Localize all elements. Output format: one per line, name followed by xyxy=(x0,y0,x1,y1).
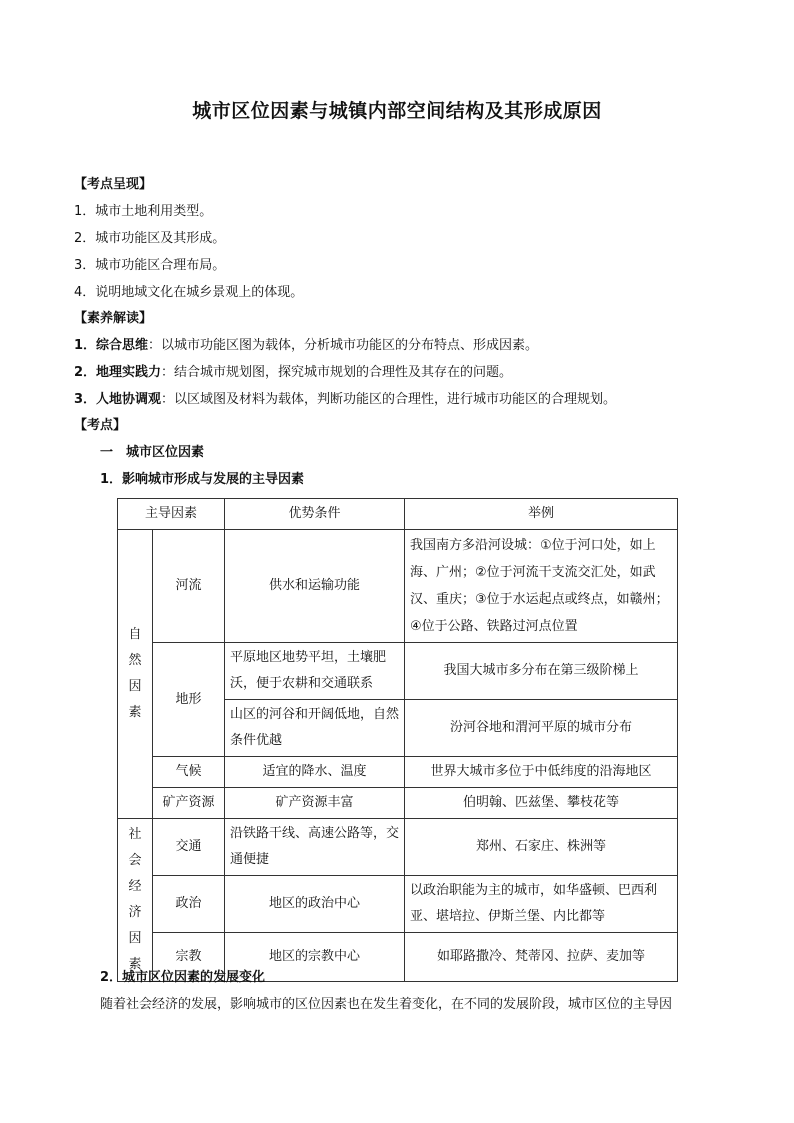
item-text: ：结合城市规划图，探究城市规划的合理性及其存在的问题。 xyxy=(161,365,513,380)
list-item: 4．说明地域文化在城乡景观上的体现。 xyxy=(74,285,304,300)
advantage-cell: 适宜的降水、温度 xyxy=(225,757,405,788)
advantage-cell: 供水和运输功能 xyxy=(225,530,405,643)
item-label: 1．综合思维 xyxy=(74,338,149,353)
advantage-cell: 地区的政治中心 xyxy=(225,876,405,933)
table-row xyxy=(118,643,678,700)
table-row xyxy=(118,757,678,788)
list-item xyxy=(74,337,538,355)
header-cell: 主导因素 xyxy=(118,499,225,530)
list-item xyxy=(74,391,616,409)
advantage-cell: 平原地区地势平坦，土壤肥沃，便于农耕和交通联系 xyxy=(225,643,405,700)
table-row xyxy=(118,788,678,819)
example-cell: 世界大城市多位于中低纬度的沿海地区 xyxy=(405,757,678,788)
table-row xyxy=(118,819,678,876)
factor-cell: 气候 xyxy=(153,757,225,788)
list-item xyxy=(74,364,512,382)
advantage-cell: 矿产资源丰富 xyxy=(225,788,405,819)
item-label: 2．地理实践力 xyxy=(74,365,162,380)
group-social-cell: 社 会 经 济 因 素 xyxy=(118,819,153,982)
list-item: 2．城市功能区及其形成。 xyxy=(74,231,226,246)
heading-kaodian: 【考点】 xyxy=(74,418,127,433)
section-heading: 一 城市区位因素 xyxy=(100,445,205,460)
header-cell: 举例 xyxy=(405,499,678,530)
table-header-row xyxy=(118,499,678,530)
item-label: 3．人地协调观 xyxy=(74,392,162,407)
list-item: 3．城市功能区合理布局。 xyxy=(74,258,226,273)
document-title: 城市区位因素与城镇内部空间结构及其形成原因 xyxy=(192,100,602,122)
factor-cell: 宗教 xyxy=(153,933,225,982)
factor-cell: 地形 xyxy=(153,643,225,757)
example-cell: 如耶路撒冷、梵蒂冈、拉萨、麦加等 xyxy=(405,933,678,982)
factor-cell: 交通 xyxy=(153,819,225,876)
advantage-cell: 地区的宗教中心 xyxy=(225,933,405,982)
subsection-heading: 1．影响城市形成与发展的主导因素 xyxy=(100,472,305,487)
table-row xyxy=(118,876,678,933)
example-cell: 郑州、石家庄、株洲等 xyxy=(405,819,678,876)
example-cell: 以政治职能为主的城市，如华盛顿、巴西利亚、堪培拉、伊斯兰堡、内比都等 xyxy=(405,876,678,933)
group-natural-cell: 自 然 因 素 xyxy=(118,530,153,819)
factor-cell: 政治 xyxy=(153,876,225,933)
subsection-heading: 2．城市区位因素的发展变化 xyxy=(100,970,266,985)
factor-cell: 矿产资源 xyxy=(153,788,225,819)
example-cell: 汾河谷地和渭河平原的城市分布 xyxy=(405,700,678,757)
item-text: ：以城市功能区图为载体，分析城市功能区的分布特点、形成因素。 xyxy=(148,338,539,353)
header-cell: 优势条件 xyxy=(225,499,405,530)
advantage-cell: 沿铁路干线、高速公路等，交通便捷 xyxy=(225,819,405,876)
list-item: 1．城市土地利用类型。 xyxy=(74,204,213,219)
location-factors-table xyxy=(117,498,678,982)
factor-cell: 河流 xyxy=(153,530,225,643)
example-cell: 我国大城市多分布在第三级阶梯上 xyxy=(405,643,678,700)
heading-suyang-jiedu: 【素养解读】 xyxy=(74,311,153,326)
example-cell: 我国南方多沿河设城：①位于河口处，如上海、广州；②位于河流干支流交汇处，如武汉、重庆；③位于水运起点或终点，如赣州；④位于公路、铁路过河点位置 xyxy=(405,530,678,643)
advantage-cell: 山区的河谷和开阔低地，自然条件优越 xyxy=(225,700,405,757)
heading-kaodian-chengxian: 【考点呈现】 xyxy=(74,177,153,192)
item-text: ：以区域图及材料为载体，判断功能区的合理性，进行城市功能区的合理规划。 xyxy=(161,392,617,407)
body-paragraph: 随着社会经济的发展，影响城市的区位因素也在发生着变化，在不同的发展阶段，城市区位的主导因 xyxy=(100,997,673,1012)
example-cell: 伯明翰、匹兹堡、攀枝花等 xyxy=(405,788,678,819)
table-row xyxy=(118,530,678,643)
